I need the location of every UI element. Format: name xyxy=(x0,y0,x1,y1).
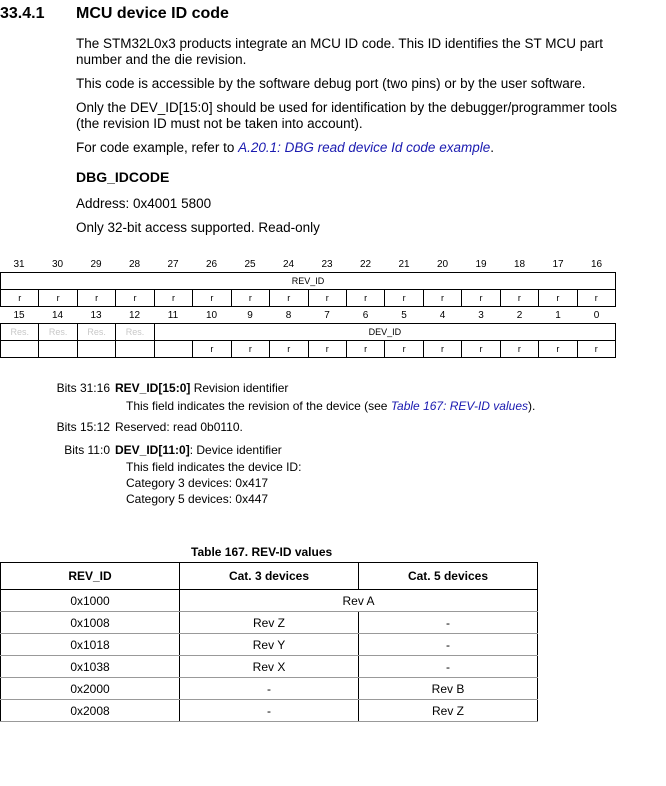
reserved-access-cell xyxy=(77,341,115,358)
header-cat5: Cat. 5 devices xyxy=(359,563,538,590)
rev-id-desc-suffix: ). xyxy=(528,399,536,413)
table-row xyxy=(1,590,538,612)
code-example-link[interactable]: A.20.1: DBG read device Id code example xyxy=(238,140,491,155)
access-cell: r xyxy=(385,341,423,358)
table-row xyxy=(1,656,538,678)
cat5-cell: - xyxy=(359,656,538,678)
bits-range: Bits 11:0 xyxy=(64,443,110,457)
dev-id-desc-line: Category 5 devices: 0x447 xyxy=(126,492,269,506)
field-title: : Device identifier xyxy=(189,443,282,457)
lower-bit-numbers xyxy=(0,310,616,324)
access-cell: r xyxy=(577,341,615,358)
bit-number: 28 xyxy=(128,259,141,270)
bit-number: 6 xyxy=(362,310,369,321)
reserved-bit: Res. xyxy=(116,324,154,341)
dev-id-field: DEV_ID xyxy=(154,324,615,341)
access-cell: r xyxy=(346,290,384,307)
bit-number: 15 xyxy=(13,310,25,321)
access-cell: r xyxy=(154,290,192,307)
bit-number: 17 xyxy=(552,259,564,270)
register-lower-table xyxy=(0,323,616,358)
bit-number: 24 xyxy=(282,259,295,270)
merged-cell: Rev A xyxy=(180,590,538,612)
access-cell: r xyxy=(231,290,269,307)
bits-range: Bits 15:12 xyxy=(56,420,110,434)
access-cell: r xyxy=(385,290,423,307)
table-row xyxy=(1,634,538,656)
rev-id-cell: 0x1018 xyxy=(1,634,180,656)
bits-title xyxy=(115,380,288,396)
access-cell: r xyxy=(423,290,461,307)
access-cell: r xyxy=(231,341,269,358)
access-cell: r xyxy=(539,290,577,307)
cat5-cell: Rev B xyxy=(359,678,538,700)
field-title: Revision identifier xyxy=(190,381,289,395)
access-cell: r xyxy=(308,290,346,307)
bit-number: 21 xyxy=(398,259,410,270)
cat5-cell: - xyxy=(359,634,538,656)
access-cell: r xyxy=(308,341,346,358)
reserved-access-cell xyxy=(1,341,39,358)
rev-id-cell: 0x2000 xyxy=(1,678,180,700)
header-rev-id: REV_ID xyxy=(1,563,180,590)
bit-number: 22 xyxy=(359,259,372,270)
reserved-description: Reserved: read 0b0110. xyxy=(115,420,243,434)
bits-range: Bits 31:16 xyxy=(56,381,110,395)
dev-id-description xyxy=(126,459,301,507)
bit-number: 27 xyxy=(167,259,179,270)
bit-number: 4 xyxy=(439,310,446,321)
rev-id-cell: 0x1008 xyxy=(1,612,180,634)
bit-number: 29 xyxy=(90,259,102,270)
cat3-cell: - xyxy=(180,700,359,722)
dev-id-desc-line: This field indicates the device ID: xyxy=(126,460,302,474)
access-cell: r xyxy=(116,290,154,307)
reserved-bit: Res. xyxy=(1,324,39,341)
cat3-cell: - xyxy=(180,678,359,700)
reserved-access-cell xyxy=(116,341,154,358)
field-name: DEV_ID[11:0] xyxy=(115,443,190,457)
bit-number: 19 xyxy=(475,259,487,270)
lower-access-row xyxy=(1,341,616,358)
access-cell: r xyxy=(193,290,231,307)
register-name: DBG_IDCODE xyxy=(76,169,170,185)
access-cell: r xyxy=(193,341,231,358)
bit-number: 31 xyxy=(13,259,25,270)
access-cell: r xyxy=(346,341,384,358)
bit-number: 1 xyxy=(555,310,561,321)
access-cell: r xyxy=(77,290,115,307)
bits-title xyxy=(115,442,282,458)
access-cell: r xyxy=(270,290,308,307)
access-cell: r xyxy=(539,341,577,358)
table-row xyxy=(1,700,538,722)
register-upper-table xyxy=(0,272,616,307)
bit-number: 10 xyxy=(205,310,218,321)
bit-number: 13 xyxy=(90,310,102,321)
bit-number: 11 xyxy=(167,310,179,321)
bit-number: 20 xyxy=(436,259,449,270)
reserved-bit: Res. xyxy=(77,324,115,341)
access-cell: r xyxy=(462,290,500,307)
code-example-paragraph xyxy=(76,140,636,156)
bit-number: 3 xyxy=(478,310,484,321)
rev-id-cell: 0x1000 xyxy=(1,590,180,612)
bit-number: 2 xyxy=(516,310,523,321)
bit-number: 14 xyxy=(51,310,64,321)
bit-number: 12 xyxy=(128,310,141,321)
access-cell: r xyxy=(500,290,538,307)
bit-number: 18 xyxy=(513,259,526,270)
access-cell: r xyxy=(270,341,308,358)
rev-id-description xyxy=(126,398,535,414)
rev-id-table xyxy=(0,562,538,722)
cat5-cell: Rev Z xyxy=(359,700,538,722)
bit-number: 30 xyxy=(51,259,64,270)
reserved-bit: Res. xyxy=(39,324,77,341)
bit-number: 0 xyxy=(593,310,600,321)
table-row xyxy=(1,612,538,634)
table-caption: Table 167. REV-ID values xyxy=(191,545,333,559)
rev-id-table-link[interactable]: Table 167: REV-ID values xyxy=(390,399,528,413)
rev-id-cell: 0x1038 xyxy=(1,656,180,678)
bit-number: 9 xyxy=(247,310,253,321)
bit-number: 8 xyxy=(285,310,292,321)
access-cell: r xyxy=(39,290,77,307)
section-title: MCU device ID code xyxy=(76,5,229,22)
cat3-cell: Rev Y xyxy=(180,634,359,656)
rev-id-field: REV_ID xyxy=(1,273,616,290)
cat3-cell: Rev Z xyxy=(180,612,359,634)
bit-number: 25 xyxy=(244,259,256,270)
register-address: Address: 0x4001 5800 xyxy=(76,196,212,211)
bit-number: 7 xyxy=(324,310,330,321)
access-cell: r xyxy=(577,290,615,307)
code-example-prefix: For code example, refer to xyxy=(76,140,239,155)
bit-number: 5 xyxy=(401,310,407,321)
bit-number: 23 xyxy=(321,259,333,270)
cat5-cell: - xyxy=(359,612,538,634)
access-cell: r xyxy=(423,341,461,358)
field-name: REV_ID[15:0] xyxy=(115,381,191,395)
reserved-access-cell xyxy=(39,341,77,358)
identification-paragraph: Only the DEV_ID[15:0] should be used for identification by the debugger/programmer tools (the revision ID must not be taken into account). xyxy=(76,100,618,131)
section-number: 33.4.1 xyxy=(0,5,45,22)
access-cell: r xyxy=(500,341,538,358)
reserved-access-cell xyxy=(154,341,192,358)
bit-descriptions xyxy=(0,380,620,510)
dev-id-desc-line: Category 3 devices: 0x417 xyxy=(126,476,269,490)
bit-number: 16 xyxy=(590,259,603,270)
access-cell: r xyxy=(462,341,500,358)
header-cat3: Cat. 3 devices xyxy=(180,563,359,590)
bit-number: 26 xyxy=(205,259,218,270)
access-paragraph: This code is accessible by the software debug port (two pins) or by the user software. xyxy=(76,76,586,91)
table-row xyxy=(1,678,538,700)
rev-id-desc-text: This field indicates the revision of the device (see xyxy=(126,399,391,413)
upper-bit-numbers xyxy=(0,259,616,273)
register-access: Only 32-bit access supported. Read-only xyxy=(76,220,320,235)
cat3-cell: Rev X xyxy=(180,656,359,678)
access-cell: r xyxy=(1,290,39,307)
rev-id-cell: 0x2008 xyxy=(1,700,180,722)
upper-access-row xyxy=(1,290,616,307)
intro-paragraph: The STM32L0x3 products integrate an MCU ID code. This ID identifies the ST MCU part number and the die revision. xyxy=(76,36,603,67)
code-example-suffix: . xyxy=(490,140,494,155)
